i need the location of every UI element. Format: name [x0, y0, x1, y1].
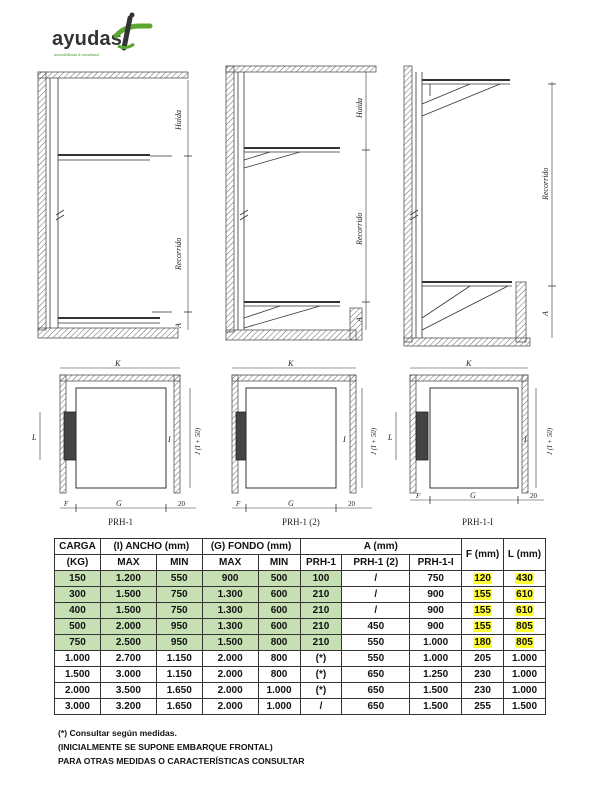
caption-prh-1-2: PRH-1 (2) [282, 517, 320, 527]
table-cell-ancho-max: 3.200 [100, 699, 156, 715]
elevation-prh-1-i [404, 66, 556, 346]
table-cell-carga: 400 [55, 603, 101, 619]
brand-tagline: accesibilidad & movilidad [54, 52, 99, 57]
plan1-j: J (I + 50) [194, 427, 202, 455]
table-cell-fondo-max: 1.500 [202, 635, 258, 651]
table-cell-fondo-min: 500 [258, 571, 300, 587]
table-cell-fondo-max: 2.000 [202, 699, 258, 715]
table-cell-a1: 100 [300, 571, 342, 587]
table-cell-f: 230 [462, 667, 504, 683]
label-recorrido-2: Recorrido [355, 212, 364, 245]
table-cell-ancho-max: 2.000 [100, 619, 156, 635]
plan3-l: L [388, 433, 393, 442]
brand-name: ayudas [52, 28, 123, 50]
subheader-prh-1-2: PRH-1 (2) [342, 555, 410, 571]
table-cell-ancho-max: 1.200 [100, 571, 156, 587]
table-cell-a2: 450 [342, 619, 410, 635]
header-f: F (mm) [462, 539, 504, 571]
table-cell-a3: 750 [410, 571, 462, 587]
table-cell-fondo-max: 900 [202, 571, 258, 587]
table-body [55, 571, 546, 715]
table-cell-fondo-max: 1.300 [202, 603, 258, 619]
label-huida-2: Huida [355, 98, 364, 118]
table-cell-a1: 210 [300, 619, 342, 635]
plan2-f: F [236, 500, 241, 508]
table-cell-fondo-max: 2.000 [202, 651, 258, 667]
table-row [55, 667, 546, 683]
plan2-i: I [343, 435, 346, 444]
table-cell-f: 255 [462, 699, 504, 715]
table-cell-fondo-min: 1.000 [258, 683, 300, 699]
table-cell-ancho-min: 1.150 [156, 667, 202, 683]
plan3-k: K [466, 359, 472, 368]
table-cell-a3: 1.250 [410, 667, 462, 683]
highlighted-value: 610 [516, 589, 533, 600]
subheader-fondo-min: MIN [258, 555, 300, 571]
table-cell-a2: / [342, 587, 410, 603]
table-cell-f [462, 619, 504, 635]
note-embarque: (INICIALMENTE SE SUPONE EMBARQUE FRONTAL) [58, 742, 273, 752]
plan1-g: G [116, 499, 122, 508]
highlighted-value: 430 [516, 573, 533, 584]
plan1-gap: 20 [178, 500, 185, 508]
table-cell-ancho-min: 1.650 [156, 683, 202, 699]
plan3-j: J (I + 50) [546, 427, 554, 455]
elevation-prh-1-2 [226, 66, 376, 340]
label-huida-1: Huida [174, 110, 183, 130]
table-cell-a1: / [300, 699, 342, 715]
table-cell-fondo-min: 800 [258, 635, 300, 651]
table-cell-fondo-max: 1.300 [202, 587, 258, 603]
header-a: A (mm) [300, 539, 462, 555]
table-cell-a2: 650 [342, 699, 410, 715]
table-cell-a3: 900 [410, 603, 462, 619]
plan2-gap: 20 [348, 500, 355, 508]
table-row [55, 603, 546, 619]
table-cell-ancho-min: 950 [156, 635, 202, 651]
subheader-ancho-max: MAX [100, 555, 156, 571]
table-cell-a2: / [342, 603, 410, 619]
table-cell-a1: 210 [300, 635, 342, 651]
table-cell-ancho-max: 3.000 [100, 667, 156, 683]
highlighted-value: 180 [474, 637, 491, 648]
table-cell-a2: 550 [342, 651, 410, 667]
table-cell-a2: 650 [342, 667, 410, 683]
table-row [55, 683, 546, 699]
table-cell-ancho-min: 550 [156, 571, 202, 587]
plan3-g: G [470, 491, 476, 500]
plan3-gap: 20 [530, 492, 537, 500]
table-cell-ancho-min: 1.650 [156, 699, 202, 715]
table-row [55, 619, 546, 635]
highlighted-value: 610 [516, 605, 533, 616]
table-cell-l: 1.500 [504, 699, 546, 715]
subheader-prh-1: PRH-1 [300, 555, 342, 571]
header-fondo: (G) FONDO (mm) [202, 539, 300, 555]
table-cell-a3: 900 [410, 587, 462, 603]
table-cell-a3: 900 [410, 619, 462, 635]
table-cell-fondo-min: 1.000 [258, 699, 300, 715]
table-row [55, 699, 546, 715]
note-otras-medidas: PARA OTRAS MEDIDAS O CARACTERÍSTICAS CONSULTAR [58, 756, 305, 766]
table-cell-fondo-min: 800 [258, 651, 300, 667]
plan1-i: I [168, 435, 171, 444]
notes [58, 726, 305, 768]
table-cell-a2: 550 [342, 635, 410, 651]
table-cell-l: 1.000 [504, 651, 546, 667]
table-cell-l [504, 587, 546, 603]
table-header-row [55, 539, 546, 555]
table-cell-a1: (*) [300, 683, 342, 699]
table-cell-a1: 210 [300, 603, 342, 619]
table-row [55, 587, 546, 603]
table-cell-carga: 300 [55, 587, 101, 603]
table-cell-a1: (*) [300, 651, 342, 667]
table-cell-l [504, 619, 546, 635]
subheader-ancho-min: MIN [156, 555, 202, 571]
plan-prh-1 [40, 368, 196, 512]
label-a-2: A [355, 317, 364, 322]
table-cell-fondo-max: 2.000 [202, 683, 258, 699]
header-ancho: (I) ANCHO (mm) [100, 539, 202, 555]
table-cell-fondo-min: 600 [258, 587, 300, 603]
highlighted-value: 155 [474, 605, 491, 616]
table-cell-carga: 500 [55, 619, 101, 635]
plan1-k: K [115, 359, 121, 368]
table-cell-carga: 3.000 [55, 699, 101, 715]
label-recorrido-3: Recorrido [541, 167, 550, 200]
table-cell-l: 1.000 [504, 667, 546, 683]
plan1-f: F [64, 500, 69, 508]
label-recorrido-1: Recorrido [174, 237, 183, 270]
table-cell-a1: 210 [300, 587, 342, 603]
highlighted-value: 155 [474, 589, 491, 600]
table-cell-a3: 1.000 [410, 651, 462, 667]
table-cell-ancho-min: 750 [156, 587, 202, 603]
spec-table [54, 538, 546, 715]
table-cell-f [462, 635, 504, 651]
table-cell-l: 1.000 [504, 683, 546, 699]
highlighted-value: 805 [516, 637, 533, 648]
table-cell-fondo-max: 1.300 [202, 619, 258, 635]
note-consultar: (*) Consultar según medidas. [58, 728, 177, 738]
table-cell-a3: 1.000 [410, 635, 462, 651]
table-cell-f [462, 571, 504, 587]
plan2-j: J (I + 50) [370, 427, 378, 455]
plan3-i: I [524, 435, 527, 444]
subheader-fondo-max: MAX [202, 555, 258, 571]
table-row [55, 651, 546, 667]
table-cell-a2: 650 [342, 683, 410, 699]
subheader-prh-1-i: PRH-1-I [410, 555, 462, 571]
table-cell-fondo-min: 800 [258, 667, 300, 683]
subheader-kg: (KG) [55, 555, 101, 571]
table-cell-ancho-max: 3.500 [100, 683, 156, 699]
table-cell-ancho-max: 2.500 [100, 635, 156, 651]
plan1-l: L [32, 433, 37, 442]
caption-prh-1-i: PRH-1-I [462, 517, 493, 527]
highlighted-value: 155 [474, 621, 491, 632]
table-cell-ancho-min: 950 [156, 619, 202, 635]
plan3-f: F [416, 492, 421, 500]
plan2-g: G [288, 499, 294, 508]
table-cell-a3: 1.500 [410, 683, 462, 699]
table-row [55, 635, 546, 651]
table-cell-fondo-min: 600 [258, 603, 300, 619]
table-cell-ancho-max: 1.500 [100, 587, 156, 603]
table-cell-f: 230 [462, 683, 504, 699]
table-cell-a3: 1.500 [410, 699, 462, 715]
table-row [55, 571, 546, 587]
table-cell-l [504, 571, 546, 587]
caption-prh-1: PRH-1 [108, 517, 134, 527]
plan-prh-1-i [396, 368, 544, 504]
table-cell-f: 205 [462, 651, 504, 667]
plan-prh-1-2 [232, 368, 372, 512]
table-cell-carga: 150 [55, 571, 101, 587]
table-cell-carga: 1.000 [55, 651, 101, 667]
table-cell-a2: / [342, 571, 410, 587]
table-cell-ancho-min: 1.150 [156, 651, 202, 667]
table-cell-fondo-max: 2.000 [202, 667, 258, 683]
table-cell-ancho-min: 750 [156, 603, 202, 619]
table-cell-a1: (*) [300, 667, 342, 683]
table-cell-fondo-min: 600 [258, 619, 300, 635]
table-cell-carga: 1.500 [55, 667, 101, 683]
table-cell-carga: 2.000 [55, 683, 101, 699]
table-cell-l [504, 635, 546, 651]
table-cell-ancho-max: 1.500 [100, 603, 156, 619]
plan2-k: K [288, 359, 294, 368]
elevation-prh-1 [38, 72, 192, 338]
table-cell-f [462, 587, 504, 603]
table-cell-l [504, 603, 546, 619]
table-cell-f [462, 603, 504, 619]
table-cell-carga: 750 [55, 635, 101, 651]
highlighted-value: 120 [474, 573, 491, 584]
header-l: L (mm) [504, 539, 546, 571]
label-a-1: A [174, 323, 183, 328]
header-carga: CARGA [55, 539, 101, 555]
highlighted-value: 805 [516, 621, 533, 632]
table-cell-ancho-max: 2.700 [100, 651, 156, 667]
label-a-3: A [541, 311, 550, 316]
